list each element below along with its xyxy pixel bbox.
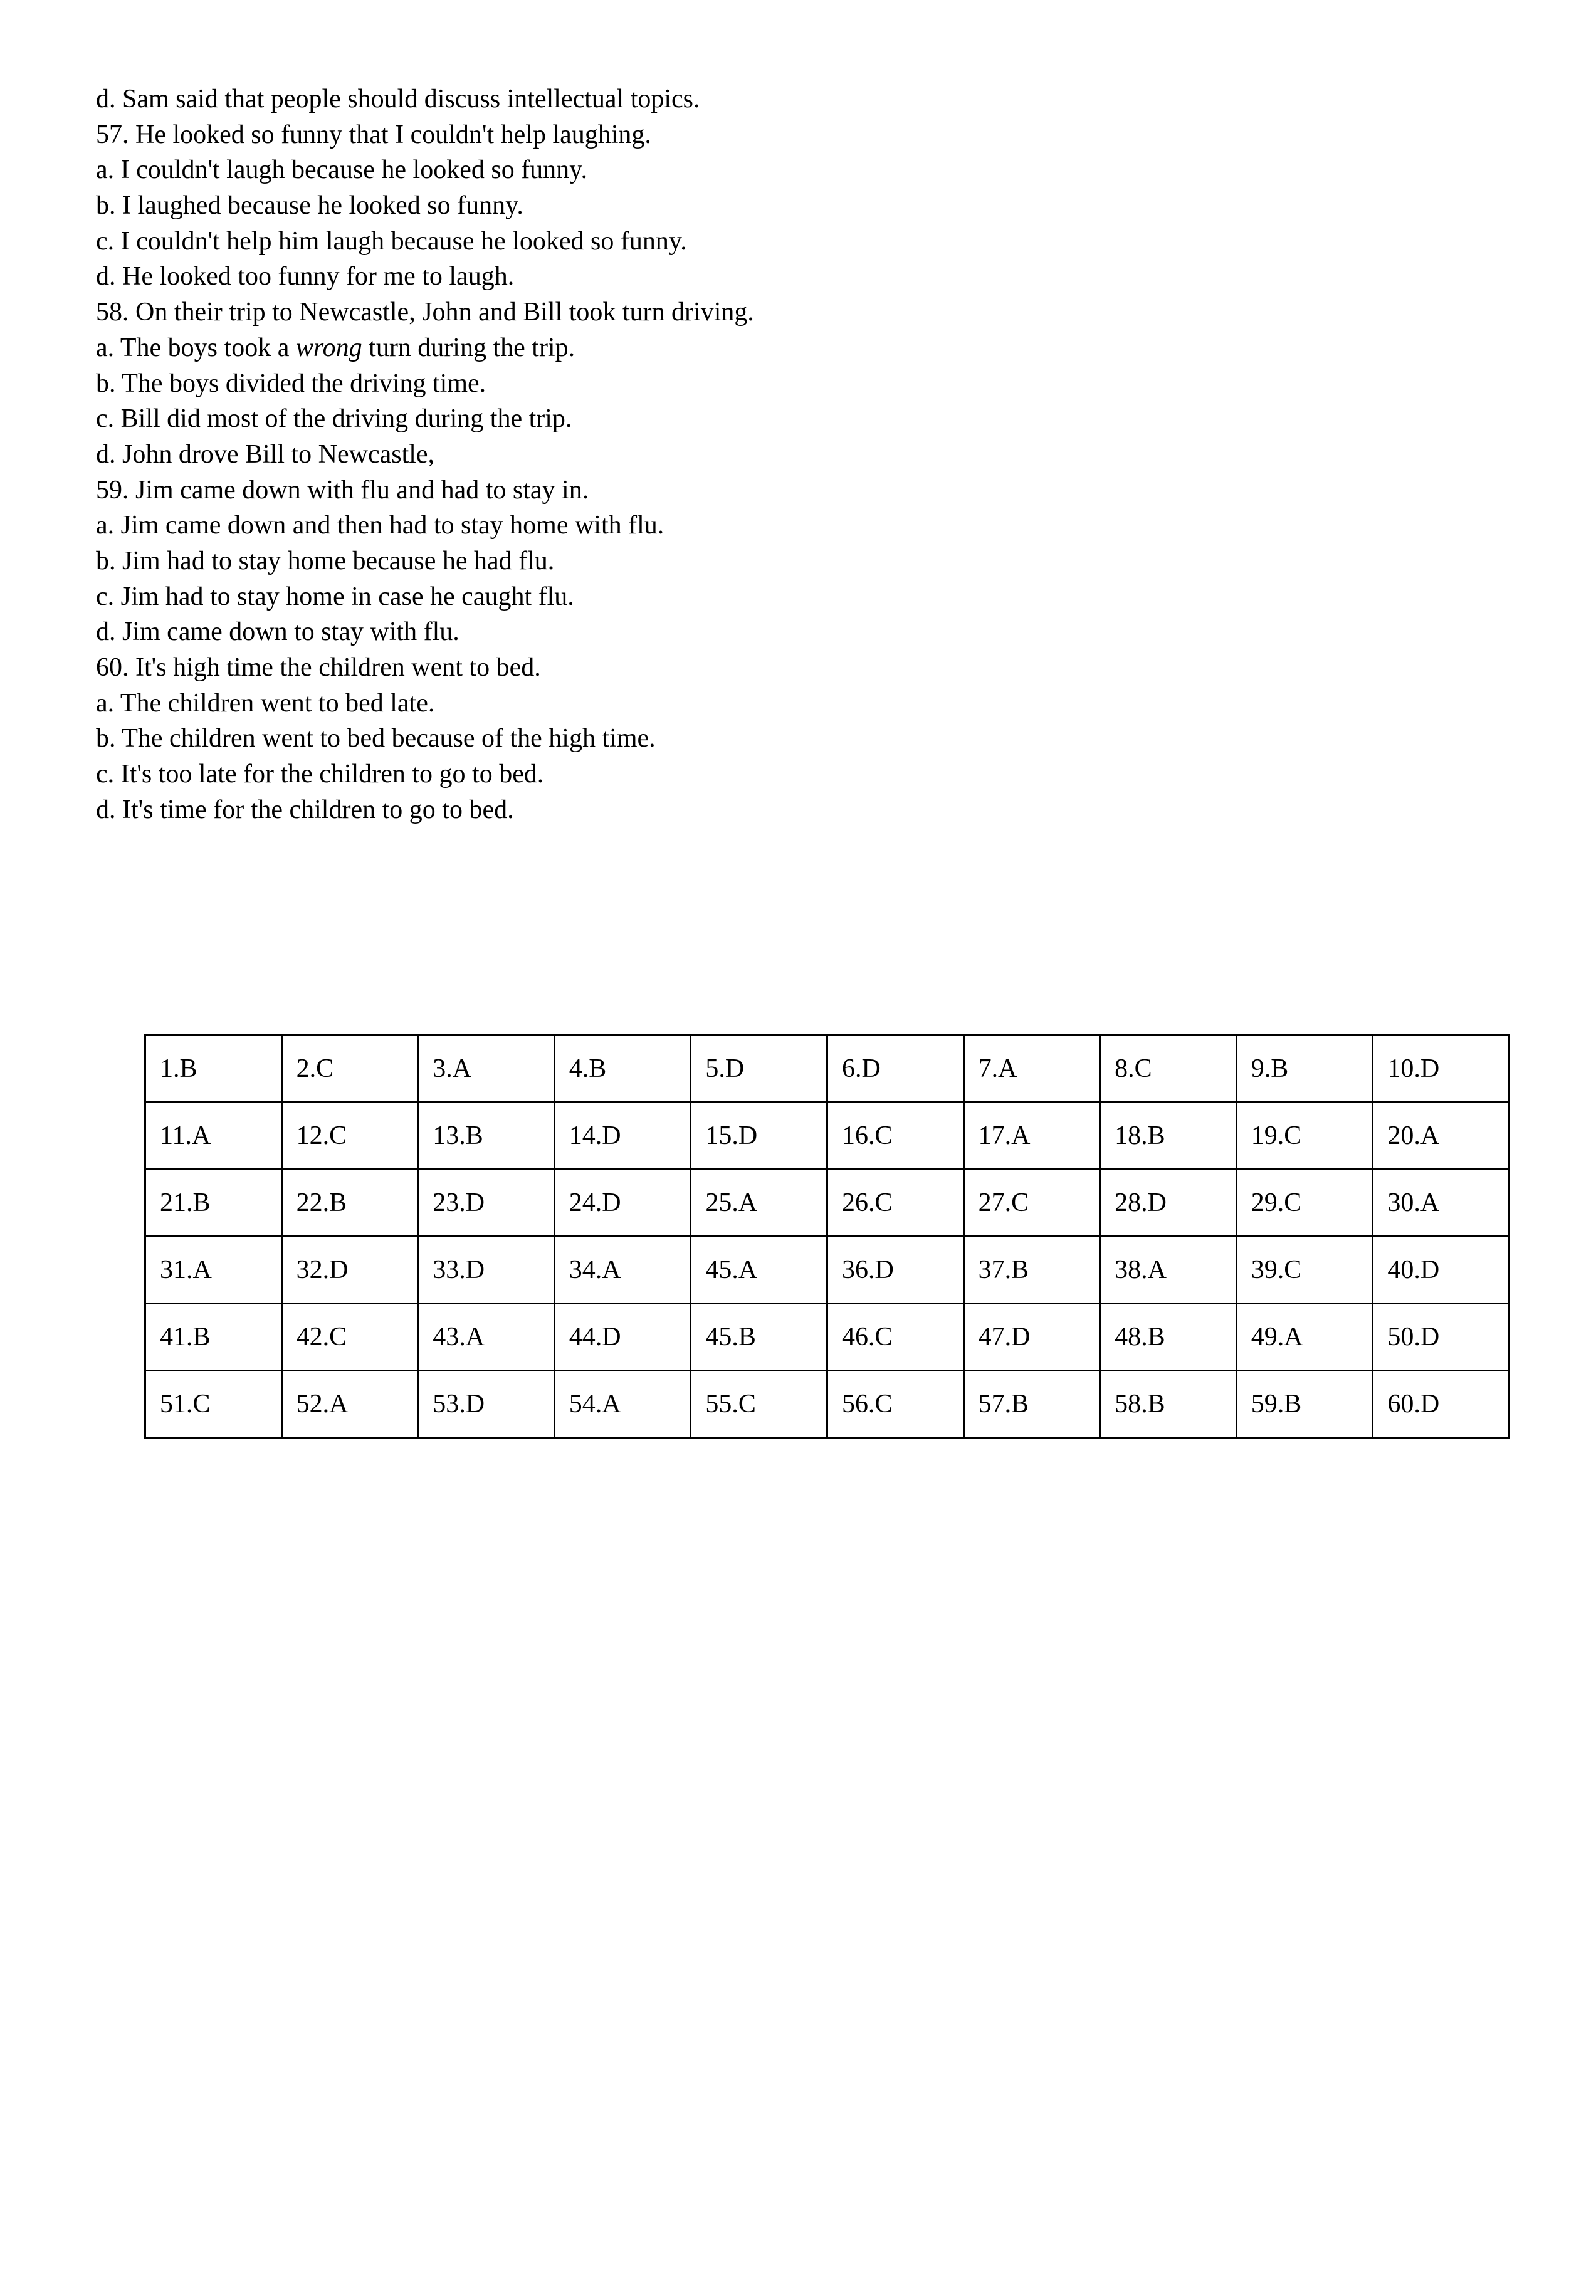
answer-cell: 11.A (145, 1103, 282, 1170)
answer-cell: 6.D (827, 1035, 963, 1103)
question-60: 60. It's high time the children went to bed. (96, 653, 541, 682)
answer-cell: 43.A (418, 1304, 555, 1371)
answer-row (145, 1035, 1509, 1103)
option-line: a. Jim came down and then had to stay home with flu. (96, 511, 664, 540)
option-line (96, 330, 1475, 366)
answer-cell: 8.C (1100, 1035, 1237, 1103)
option-line: d. He looked too funny for me to laugh. (96, 262, 515, 291)
option-line: a. I couldn't laugh because he looked so funny. (96, 155, 587, 185)
option-line: c. Bill did most of the driving during the trip. (96, 404, 572, 434)
answer-cell: 42.C (281, 1304, 418, 1371)
answer-cell: 31.A (145, 1237, 282, 1304)
answer-cell: 52.A (281, 1371, 418, 1438)
answer-cell: 22.B (281, 1170, 418, 1237)
answer-cell: 32.D (281, 1237, 418, 1304)
answer-cell: 58.B (1100, 1371, 1237, 1438)
answer-cell: 12.C (281, 1103, 418, 1170)
answer-cell: 23.D (418, 1170, 555, 1237)
answer-cell: 26.C (827, 1170, 963, 1237)
answer-cell: 13.B (418, 1103, 555, 1170)
answer-cell: 56.C (827, 1371, 963, 1438)
answer-cell: 45.A (691, 1237, 827, 1304)
answer-cell: 25.A (691, 1170, 827, 1237)
answer-row (145, 1371, 1509, 1438)
option-line: c. It's too late for the children to go to bed. (96, 760, 544, 789)
answer-cell: 30.A (1373, 1170, 1509, 1237)
answer-cell: 24.D (554, 1170, 691, 1237)
answer-cell: 57.B (963, 1371, 1100, 1438)
option-line: a. The children went to bed late. (96, 688, 435, 718)
answer-cell: 3.A (418, 1035, 555, 1103)
answer-cell: 60.D (1373, 1371, 1509, 1438)
answer-cell: 16.C (827, 1103, 963, 1170)
option-line: b. The boys divided the driving time. (96, 369, 486, 398)
answer-row (145, 1103, 1509, 1170)
option-text: turn during the trip. (362, 333, 575, 362)
answer-cell: 44.D (554, 1304, 691, 1371)
answer-cell: 18.B (1100, 1103, 1237, 1170)
answer-row (145, 1304, 1509, 1371)
answer-cell: 54.A (554, 1371, 691, 1438)
answer-cell: 14.D (554, 1103, 691, 1170)
option-line: b. I laughed because he looked so funny. (96, 191, 523, 221)
answer-cell: 17.A (963, 1103, 1100, 1170)
question-59: 59. Jim came down with flu and had to stay in. (96, 475, 589, 505)
answer-cell: 39.C (1236, 1237, 1373, 1304)
answer-cell: 5.D (691, 1035, 827, 1103)
answer-cell: 59.B (1236, 1371, 1373, 1438)
answer-cell: 19.C (1236, 1103, 1373, 1170)
answer-cell: 21.B (145, 1170, 282, 1237)
answer-cell: 40.D (1373, 1237, 1509, 1304)
answer-cell: 51.C (145, 1371, 282, 1438)
answer-cell: 37.B (963, 1237, 1100, 1304)
answer-cell: 38.A (1100, 1237, 1237, 1304)
answer-cell: 15.D (691, 1103, 827, 1170)
answer-cell: 45.B (691, 1304, 827, 1371)
answer-cell: 50.D (1373, 1304, 1509, 1371)
answer-cell: 9.B (1236, 1035, 1373, 1103)
option-line: b. The children went to bed because of the high time. (96, 724, 656, 753)
answer-cell: 46.C (827, 1304, 963, 1371)
answer-cell: 36.D (827, 1237, 963, 1304)
answer-row (145, 1237, 1509, 1304)
answer-cell: 55.C (691, 1371, 827, 1438)
option-text: a. The boys took a (96, 333, 296, 362)
option-line: c. Jim had to stay home in case he caught flu. (96, 582, 574, 611)
answer-cell: 27.C (963, 1170, 1100, 1237)
answer-key-body (145, 1035, 1509, 1438)
answer-cell: 7.A (963, 1035, 1100, 1103)
option-line: b. Jim had to stay home because he had flu. (96, 546, 555, 575)
answer-cell: 49.A (1236, 1304, 1373, 1371)
answer-cell: 53.D (418, 1371, 555, 1438)
question-57: 57. He looked so funny that I couldn't help laughing. (96, 120, 651, 149)
answer-cell: 2.C (281, 1035, 418, 1103)
option-line: d. It's time for the children to go to bed. (96, 795, 514, 824)
option-line: d. John drove Bill to Newcastle, (96, 439, 435, 469)
answer-cell: 20.A (1373, 1103, 1509, 1170)
answer-cell: 1.B (145, 1035, 282, 1103)
answer-cell: 47.D (963, 1304, 1100, 1371)
answer-cell: 41.B (145, 1304, 282, 1371)
option-line: c. I couldn't help him laugh because he looked so funny. (96, 226, 687, 256)
text-line: d. Sam said that people should discuss intellectual topics. (96, 85, 700, 113)
answer-cell: 28.D (1100, 1170, 1237, 1237)
question-text (96, 81, 1475, 827)
answer-cell: 29.C (1236, 1170, 1373, 1237)
answer-cell: 10.D (1373, 1035, 1509, 1103)
option-line: d. Jim came down to stay with flu. (96, 617, 459, 647)
italic-word: wrong (295, 333, 362, 362)
answer-cell: 33.D (418, 1237, 555, 1304)
answer-row (145, 1170, 1509, 1237)
answer-cell: 4.B (554, 1035, 691, 1103)
question-58: 58. On their trip to Newcastle, John and Bill took turn driving. (96, 298, 754, 327)
answer-cell: 34.A (554, 1237, 691, 1304)
answer-key-table (144, 1034, 1510, 1439)
answer-cell: 48.B (1100, 1304, 1237, 1371)
